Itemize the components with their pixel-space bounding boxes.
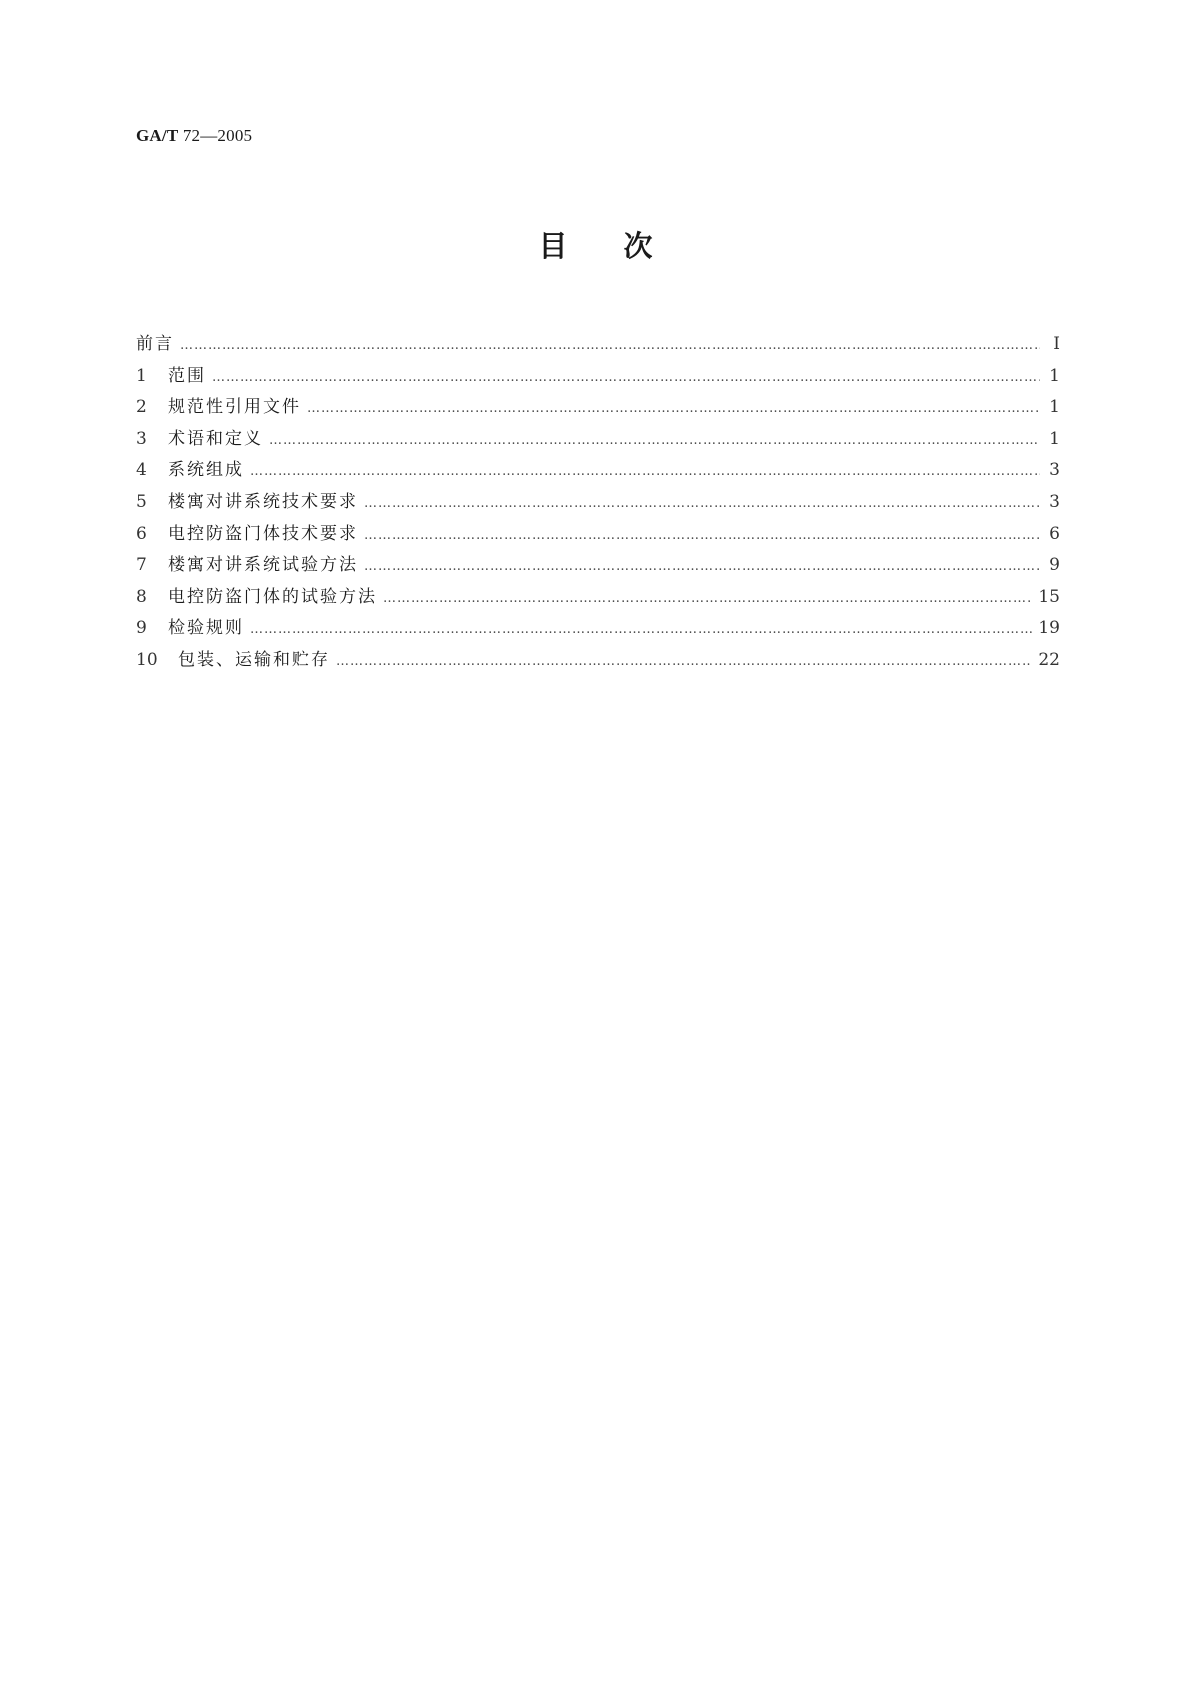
toc-entry-number: 6 (136, 523, 147, 544)
toc-entry-number: 9 (136, 618, 147, 639)
toc-dot-leader (364, 551, 1040, 583)
toc-entry-page: 3 (1049, 491, 1060, 512)
toc-dot-leader (250, 614, 1032, 646)
toc-entry-number: 10 (136, 649, 158, 670)
toc-entry-page: 1 (1049, 428, 1060, 449)
toc-entry-number: 3 (136, 428, 147, 449)
toc-entry-label: 术语和定义 (168, 428, 263, 449)
toc-entry-label: 系统组成 (168, 460, 244, 481)
toc-entry-number: 4 (136, 460, 147, 481)
toc-title: 目次 (538, 229, 709, 263)
toc-entry-label: 楼寓对讲系统技术要求 (168, 491, 358, 512)
toc-entry-page: 15 (1038, 586, 1060, 607)
toc-entry-9[interactable] (136, 613, 1060, 645)
toc-entry-label: 电控防盗门体的试验方法 (168, 586, 377, 607)
toc-entry-number: 8 (136, 586, 147, 607)
toc-entry-number: 1 (136, 365, 147, 386)
toc-entry-foreword[interactable] (136, 329, 1060, 361)
toc-entry-label: 楼寓对讲系统试验方法 (168, 555, 358, 576)
toc-entry-6[interactable] (136, 519, 1060, 551)
toc-entry-page: 1 (1049, 365, 1060, 386)
toc-entry-1[interactable] (136, 361, 1060, 393)
toc-entry-page: 1 (1049, 397, 1060, 418)
toc-entry-page: 9 (1049, 555, 1060, 576)
toc-dot-leader (269, 425, 1040, 457)
toc-entry-page: 22 (1038, 649, 1060, 670)
toc-entry-5[interactable] (136, 487, 1060, 519)
toc-dot-leader (180, 330, 1040, 362)
toc-entry-label: 范围 (168, 365, 206, 386)
toc-entry-10[interactable] (136, 645, 1060, 677)
toc-entry-page: 3 (1049, 460, 1060, 481)
toc-entry-label: 包装、运输和贮存 (178, 649, 330, 670)
toc-entry-label: 检验规则 (168, 618, 244, 639)
toc-entry-8[interactable] (136, 582, 1060, 614)
document-code-prefix: GA/T (136, 126, 179, 145)
document-code-number: 72—2005 (182, 126, 253, 145)
toc-entry-page: 6 (1049, 523, 1060, 544)
toc-entry-label: 电控防盗门体技术要求 (168, 523, 358, 544)
toc-entry-label: 规范性引用文件 (168, 397, 301, 418)
toc-entry-7[interactable] (136, 550, 1060, 582)
toc-entry-number: 7 (136, 555, 147, 576)
toc-entry-2[interactable] (136, 392, 1060, 424)
toc-entry-label: 前言 (136, 334, 174, 354)
toc-entry-page: Ⅰ (1053, 334, 1060, 354)
toc-entry-3[interactable] (136, 424, 1060, 456)
toc-dot-leader (212, 362, 1040, 394)
toc-dot-leader (364, 520, 1040, 552)
toc-entry-page: 19 (1038, 618, 1060, 639)
document-code (136, 126, 252, 146)
toc-dot-leader (383, 583, 1032, 615)
toc-entry-number: 5 (136, 491, 147, 512)
toc-dot-leader (364, 488, 1040, 520)
toc-dot-leader (250, 456, 1040, 488)
toc-list (136, 329, 1060, 677)
toc-entry-number: 2 (136, 397, 147, 418)
toc-entry-4[interactable] (136, 455, 1060, 487)
toc-dot-leader (336, 646, 1032, 678)
toc-dot-leader (307, 393, 1040, 425)
